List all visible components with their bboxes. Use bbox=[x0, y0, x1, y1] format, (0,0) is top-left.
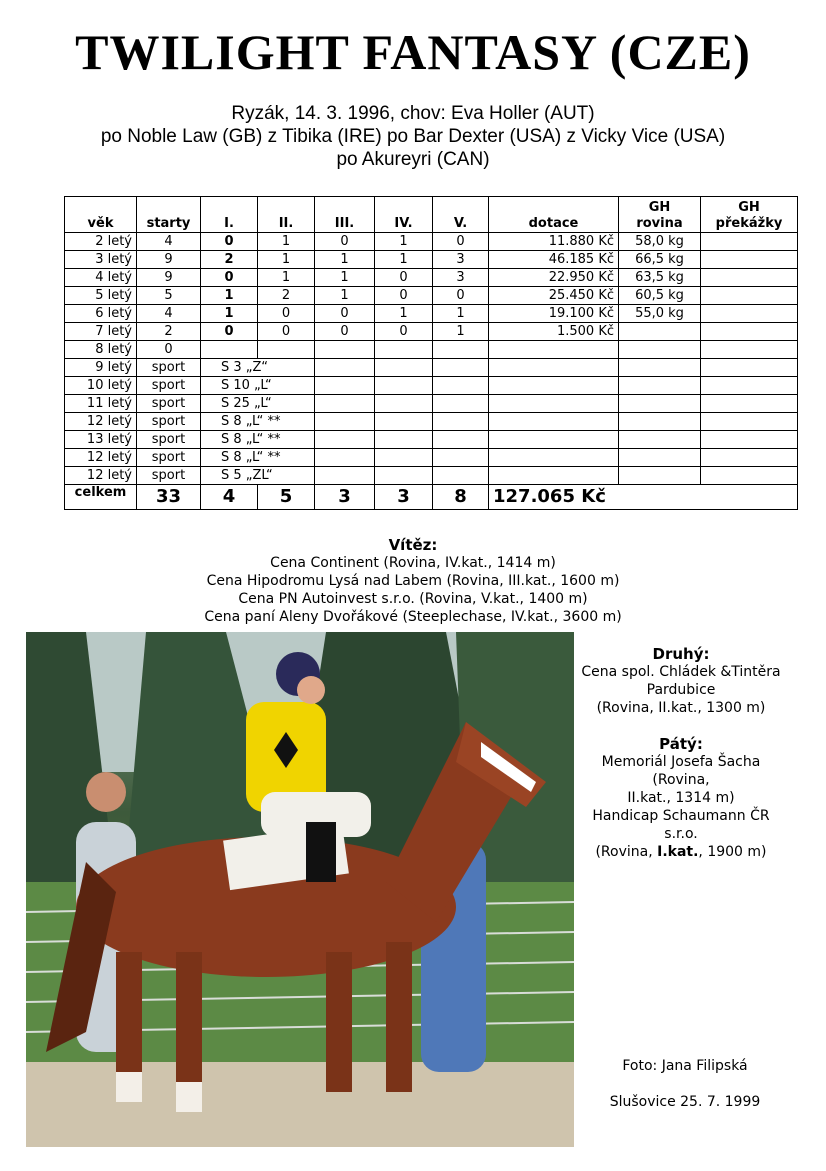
money-cell: 1.500 Kč bbox=[489, 323, 619, 341]
sport-row bbox=[65, 377, 798, 395]
second-place-cell: 0 bbox=[258, 305, 315, 323]
age-cell: 7 letý bbox=[65, 323, 137, 341]
fifth-place-cell: 1 bbox=[433, 305, 489, 323]
age-cell: 6 letý bbox=[65, 305, 137, 323]
empty-cell bbox=[701, 413, 798, 431]
first-place-cell: 0 bbox=[201, 323, 258, 341]
empty-cell bbox=[619, 413, 701, 431]
age-cell: 12 letý bbox=[65, 467, 137, 485]
winner-race: Cena paní Aleny Dvořákové (Steeplechase, IV.kat., 3600 m) bbox=[204, 609, 622, 625]
table-row bbox=[65, 233, 798, 251]
second-place-cell: 1 bbox=[258, 251, 315, 269]
header-first: I. bbox=[201, 197, 258, 233]
gh-jump-cell bbox=[701, 323, 798, 341]
photo-credit: Foto: Jana Filipská bbox=[622, 1058, 748, 1074]
header-money: dotace bbox=[489, 197, 619, 233]
horse-name-title: TWILIGHT FANTASY (CZE) bbox=[75, 24, 751, 80]
sport-result-cell: S 8 „L“ ** bbox=[201, 449, 315, 467]
fourth-place-cell: 1 bbox=[375, 251, 433, 269]
header-second: II. bbox=[258, 197, 315, 233]
money-cell: 22.950 Kč bbox=[489, 269, 619, 287]
third-place-cell: 0 bbox=[315, 305, 375, 323]
horse-photo bbox=[26, 632, 574, 1147]
empty-cell bbox=[489, 359, 619, 377]
fifth-place-cell: 0 bbox=[433, 287, 489, 305]
total-first-cell: 4 bbox=[201, 485, 258, 510]
gh-jump-cell bbox=[701, 269, 798, 287]
fifth-heading: Pátý: bbox=[659, 735, 703, 753]
empty-cell bbox=[375, 377, 433, 395]
empty-cell bbox=[375, 431, 433, 449]
header-age: věk bbox=[65, 197, 137, 233]
fourth-place-cell: 0 bbox=[375, 323, 433, 341]
winner-race: Cena PN Autoinvest s.r.o. (Rovina, V.kat., 1400 m) bbox=[238, 591, 588, 607]
total-fourth-cell: 3 bbox=[375, 485, 433, 510]
sport-label-cell: sport bbox=[137, 413, 201, 431]
total-third-cell: 3 bbox=[315, 485, 375, 510]
fourth-place-cell: 1 bbox=[375, 305, 433, 323]
gh-flat-cell: 63,5 kg bbox=[619, 269, 701, 287]
gh-flat-cell: 55,0 kg bbox=[619, 305, 701, 323]
second-place-cell: 2 bbox=[258, 287, 315, 305]
sport-label-cell: sport bbox=[137, 395, 201, 413]
age-cell: 12 letý bbox=[65, 413, 137, 431]
age-cell: 9 letý bbox=[65, 359, 137, 377]
sport-row bbox=[65, 359, 798, 377]
table-row bbox=[65, 323, 798, 341]
gh-flat-cell: 58,0 kg bbox=[619, 233, 701, 251]
fifth-place-cell: 3 bbox=[433, 251, 489, 269]
money-cell: 25.450 Kč bbox=[489, 287, 619, 305]
empty-cell bbox=[375, 359, 433, 377]
starts-cell: 2 bbox=[137, 323, 201, 341]
empty-cell bbox=[701, 467, 798, 485]
age-cell: 2 letý bbox=[65, 233, 137, 251]
fifth-place-cell: 3 bbox=[433, 269, 489, 287]
sport-label-cell: sport bbox=[137, 449, 201, 467]
age-cell: 13 letý bbox=[65, 431, 137, 449]
header-gh-jump: GH překážky bbox=[701, 197, 798, 233]
starts-cell: 9 bbox=[137, 251, 201, 269]
empty-cell bbox=[315, 395, 375, 413]
table-row bbox=[65, 287, 798, 305]
gh-flat-cell bbox=[619, 341, 701, 359]
empty-cell bbox=[433, 359, 489, 377]
empty-cell bbox=[701, 377, 798, 395]
race-statistics-table bbox=[64, 196, 798, 510]
sport-row bbox=[65, 449, 798, 467]
table-row bbox=[65, 269, 798, 287]
fourth-place-cell: 1 bbox=[375, 233, 433, 251]
pedigree-line-1: Ryzák, 14. 3. 1996, chov: Eva Holler (AUT) bbox=[231, 103, 595, 124]
money-cell: 11.880 Kč bbox=[489, 233, 619, 251]
third-place-cell: 0 bbox=[315, 233, 375, 251]
empty-cell bbox=[489, 395, 619, 413]
empty-cell bbox=[619, 431, 701, 449]
pedigree-line-3: po Akureyri (CAN) bbox=[336, 149, 490, 170]
empty-cell bbox=[489, 377, 619, 395]
empty-cell bbox=[433, 449, 489, 467]
age-cell: 10 letý bbox=[65, 377, 137, 395]
header-gh-flat: GH rovina bbox=[619, 197, 701, 233]
place-date: Slušovice 25. 7. 1999 bbox=[609, 1094, 761, 1110]
pedigree-block bbox=[0, 102, 826, 171]
fifth-place-cell: 0 bbox=[433, 233, 489, 251]
total-row bbox=[65, 485, 798, 510]
header-starts: starty bbox=[137, 197, 201, 233]
money-cell bbox=[489, 341, 619, 359]
gh-jump-cell bbox=[701, 233, 798, 251]
gh-flat-cell: 66,5 kg bbox=[619, 251, 701, 269]
gh-flat-cell: 60,5 kg bbox=[619, 287, 701, 305]
empty-cell bbox=[315, 449, 375, 467]
fourth-place-cell: 0 bbox=[375, 269, 433, 287]
empty-cell bbox=[315, 467, 375, 485]
sport-label-cell: sport bbox=[137, 359, 201, 377]
first-place-cell: 2 bbox=[201, 251, 258, 269]
second-place-cell: 0 bbox=[258, 323, 315, 341]
age-cell: 5 letý bbox=[65, 287, 137, 305]
age-cell: 8 letý bbox=[65, 341, 137, 359]
first-place-cell: 1 bbox=[201, 305, 258, 323]
second-heading: Druhý: bbox=[652, 645, 710, 663]
gh-flat-cell bbox=[619, 323, 701, 341]
winner-heading: Vítěz: bbox=[388, 536, 438, 554]
starts-cell: 9 bbox=[137, 269, 201, 287]
header-third: III. bbox=[315, 197, 375, 233]
starts-cell: 4 bbox=[137, 305, 201, 323]
sport-row bbox=[65, 413, 798, 431]
sport-label-cell: sport bbox=[137, 377, 201, 395]
third-place-cell: 1 bbox=[315, 251, 375, 269]
third-place-cell: 1 bbox=[315, 287, 375, 305]
sport-label-cell: sport bbox=[137, 467, 201, 485]
table-row bbox=[65, 251, 798, 269]
total-money-cell: 127.065 Kč bbox=[489, 485, 798, 510]
fifth-race-line: Memoriál Josefa Šacha (Rovina, bbox=[601, 754, 761, 788]
third-place-cell bbox=[315, 341, 375, 359]
age-cell: 3 letý bbox=[65, 251, 137, 269]
winner-section bbox=[0, 536, 826, 626]
gh-jump-cell bbox=[701, 251, 798, 269]
empty-cell bbox=[701, 395, 798, 413]
header-fifth: V. bbox=[433, 197, 489, 233]
sport-label-cell: sport bbox=[137, 431, 201, 449]
empty-cell bbox=[315, 359, 375, 377]
empty-cell bbox=[619, 467, 701, 485]
fifth-place-cell bbox=[433, 341, 489, 359]
starts-cell: 4 bbox=[137, 233, 201, 251]
total-starts-cell: 33 bbox=[137, 485, 201, 510]
empty-cell bbox=[619, 377, 701, 395]
winner-race: Cena Continent (Rovina, IV.kat., 1414 m) bbox=[270, 555, 556, 571]
gh-jump-cell bbox=[701, 341, 798, 359]
sport-result-cell: S 5 „ZL“ bbox=[201, 467, 315, 485]
age-cell: 11 letý bbox=[65, 395, 137, 413]
third-place-cell: 1 bbox=[315, 269, 375, 287]
fifth-place-cell: 1 bbox=[433, 323, 489, 341]
first-place-cell: 0 bbox=[201, 233, 258, 251]
empty-cell bbox=[315, 377, 375, 395]
table-row bbox=[65, 305, 798, 323]
second-race-line: Cena spol. Chládek &Tintěra bbox=[581, 664, 781, 680]
second-place-cell: 1 bbox=[258, 269, 315, 287]
header-fourth: IV. bbox=[375, 197, 433, 233]
empty-cell bbox=[701, 431, 798, 449]
sport-result-cell: S 3 „Z“ bbox=[201, 359, 315, 377]
sport-result-cell: S 25 „L“ bbox=[201, 395, 315, 413]
starts-cell: 5 bbox=[137, 287, 201, 305]
empty-cell bbox=[433, 395, 489, 413]
gh-jump-cell bbox=[701, 305, 798, 323]
empty-cell bbox=[375, 449, 433, 467]
empty-cell bbox=[433, 467, 489, 485]
fourth-place-cell: 0 bbox=[375, 287, 433, 305]
fifth-place-section bbox=[578, 735, 784, 861]
empty-cell bbox=[433, 413, 489, 431]
empty-cell bbox=[433, 377, 489, 395]
empty-cell bbox=[433, 431, 489, 449]
second-race-line: Pardubice bbox=[646, 682, 716, 698]
second-race-line: (Rovina, II.kat., 1300 m) bbox=[596, 700, 766, 716]
sport-result-cell: S 8 „L“ ** bbox=[201, 413, 315, 431]
empty-cell bbox=[375, 467, 433, 485]
sport-row bbox=[65, 431, 798, 449]
second-place-section bbox=[578, 645, 784, 717]
fourth-place-cell bbox=[375, 341, 433, 359]
pedigree-line-2: po Noble Law (GB) z Tibika (IRE) po Bar Dexter (USA) z Vicky Vice (USA) bbox=[100, 126, 726, 147]
money-cell: 46.185 Kč bbox=[489, 251, 619, 269]
empty-cell bbox=[489, 449, 619, 467]
empty-cell bbox=[315, 413, 375, 431]
fifth-race-line: (Rovina, I.kat., 1900 m) bbox=[595, 844, 767, 860]
total-second-cell: 5 bbox=[258, 485, 315, 510]
total-label-cell: celkem bbox=[65, 485, 137, 510]
money-cell: 19.100 Kč bbox=[489, 305, 619, 323]
table-header-row bbox=[65, 197, 798, 233]
winner-race: Cena Hipodromu Lysá nad Labem (Rovina, III.kat., 1600 m) bbox=[206, 573, 620, 589]
empty-cell bbox=[701, 359, 798, 377]
sport-result-cell: S 10 „L“ bbox=[201, 377, 315, 395]
empty-cell bbox=[701, 449, 798, 467]
empty-cell bbox=[489, 431, 619, 449]
empty-cell bbox=[619, 395, 701, 413]
table-row bbox=[65, 341, 798, 359]
first-place-cell: 0 bbox=[201, 269, 258, 287]
second-place-cell: 1 bbox=[258, 233, 315, 251]
first-place-cell bbox=[201, 341, 258, 359]
empty-cell bbox=[489, 467, 619, 485]
fifth-race-line: II.kat., 1314 m) bbox=[627, 790, 735, 806]
starts-cell: 0 bbox=[137, 341, 201, 359]
empty-cell bbox=[375, 395, 433, 413]
third-place-cell: 0 bbox=[315, 323, 375, 341]
total-fifth-cell: 8 bbox=[433, 485, 489, 510]
first-place-cell: 1 bbox=[201, 287, 258, 305]
sport-row bbox=[65, 395, 798, 413]
empty-cell bbox=[315, 431, 375, 449]
age-cell: 12 letý bbox=[65, 449, 137, 467]
second-place-cell bbox=[258, 341, 315, 359]
empty-cell bbox=[489, 413, 619, 431]
sport-result-cell: S 8 „L“ ** bbox=[201, 431, 315, 449]
sport-row bbox=[65, 467, 798, 485]
empty-cell bbox=[619, 359, 701, 377]
empty-cell bbox=[619, 449, 701, 467]
horse-photo-illustration bbox=[26, 632, 574, 1147]
empty-cell bbox=[375, 413, 433, 431]
fifth-race-line: Handicap Schaumann ČR s.r.o. bbox=[592, 808, 770, 842]
gh-jump-cell bbox=[701, 287, 798, 305]
age-cell: 4 letý bbox=[65, 269, 137, 287]
